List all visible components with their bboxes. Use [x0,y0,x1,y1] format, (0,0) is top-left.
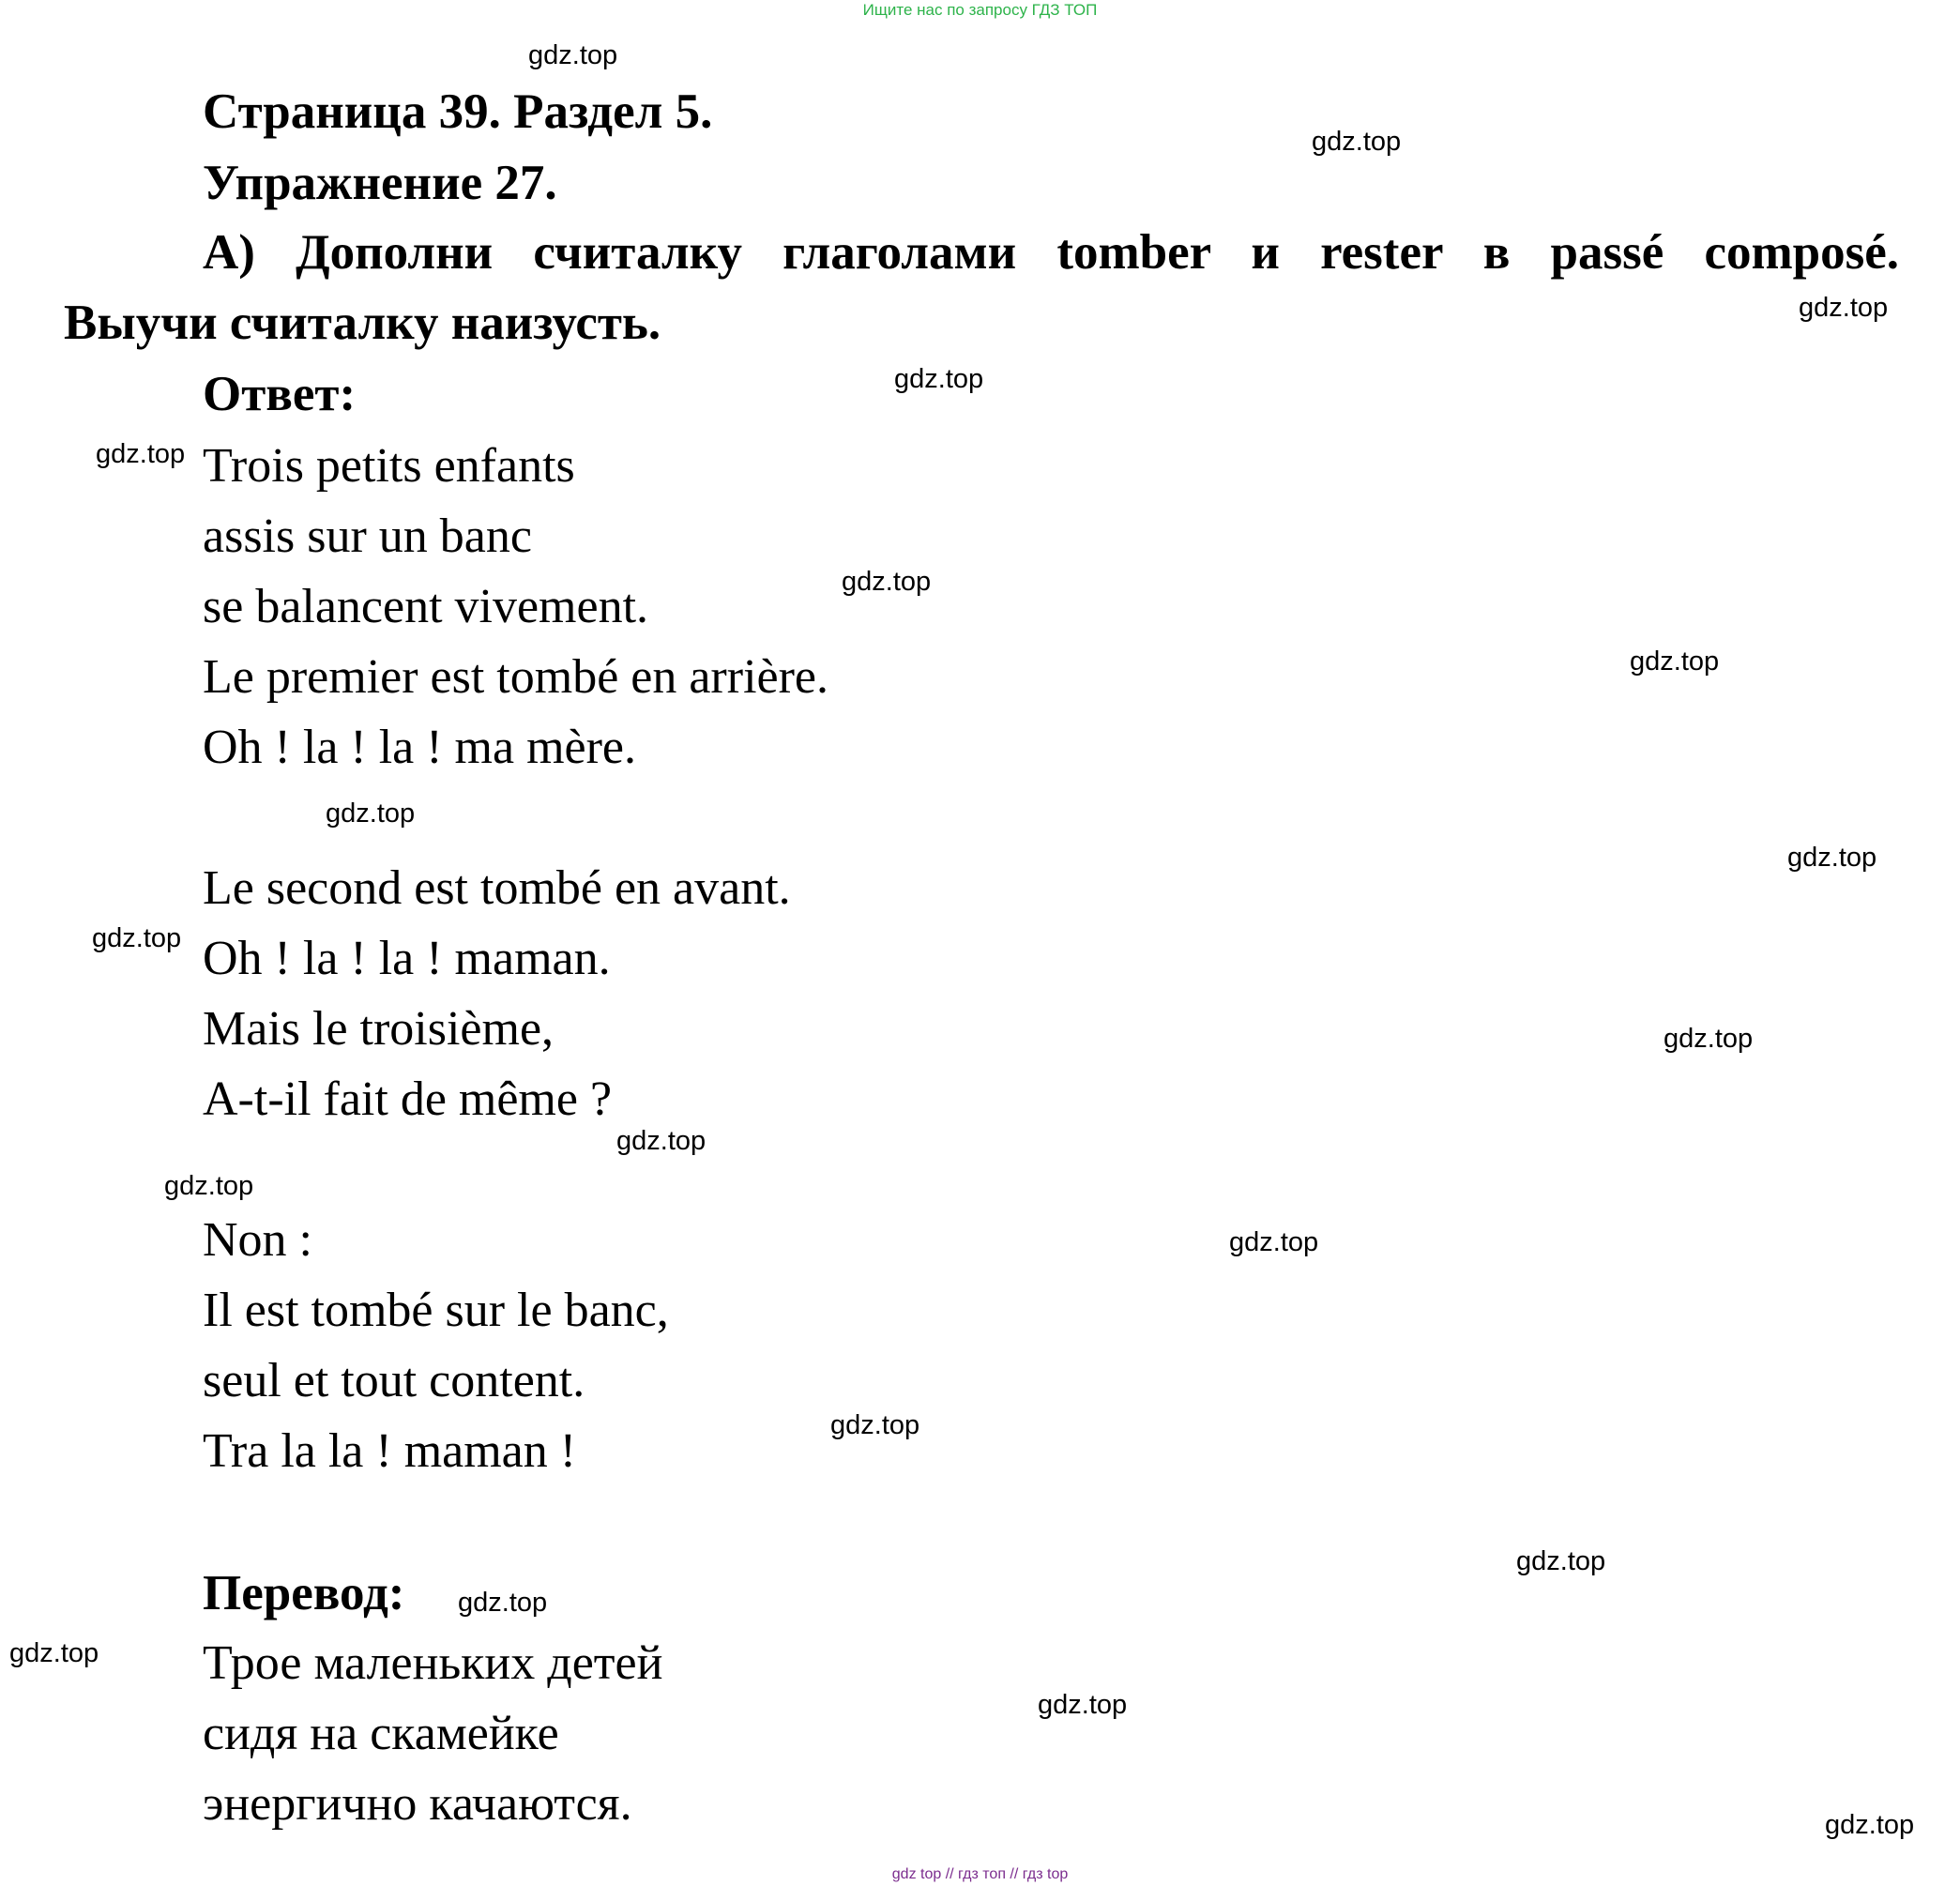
task-instruction-line-2: Выучи считалку наизусть. [64,296,661,350]
watermark: gdz.top [528,40,618,70]
poem-line: Le premier est tombé en arrière. [203,650,828,704]
poem-line: seul et tout content. [203,1354,585,1407]
watermark: gdz.top [1630,646,1720,677]
translation-line: энергично качаются. [203,1777,632,1831]
watermark: gdz.top [458,1588,548,1618]
watermark: gdz.top [1516,1546,1606,1576]
poem-line: A-t-il fait de même ? [203,1072,613,1126]
site-banner[interactable]: Ищите нас по запросу ГДЗ ТОП [862,1,1098,19]
watermark: gdz.top [1038,1690,1128,1720]
watermark: gdz.top [9,1638,99,1668]
translation-label: Перевод: [203,1566,405,1620]
watermark: gdz.top [1229,1227,1319,1257]
poem-line: assis sur un banc [203,510,532,563]
poem-line: se balancent vivement. [203,580,649,633]
watermark: gdz.top [164,1171,254,1201]
watermark: gdz.top [1787,843,1877,873]
site-footer-link[interactable]: gdz top // гдз топ // гдз top [891,1866,1069,1882]
watermark: gdz.top [96,439,186,469]
watermark: gdz.top [1799,293,1889,323]
watermark: gdz.top [842,567,932,597]
watermark: gdz.top [92,923,182,953]
watermark: gdz.top [1664,1024,1754,1054]
poem-line: Trois petits enfants [203,439,575,493]
watermark: gdz.top [326,799,416,829]
poem-line: Tra la la ! maman ! [203,1424,577,1478]
poem-line: Oh ! la ! la ! ma mère. [203,721,637,774]
watermark: gdz.top [894,364,984,394]
task-instruction-line-1: А) Дополни считалку глаголами tomber и rester в passé composé. [203,225,1900,280]
poem-line: Non : [203,1213,312,1267]
watermark: gdz.top [616,1126,707,1156]
translation-line: сидя на скамейке [203,1707,559,1760]
watermark: gdz.top [830,1410,920,1440]
exercise-title: Упражнение 27. [203,156,557,210]
watermark: gdz.top [1825,1810,1915,1840]
poem-line: Il est tombé sur le banc, [203,1284,669,1337]
watermark: gdz.top [1312,127,1402,157]
poem-line: Mais le troisième, [203,1002,555,1056]
translation-line: Трое маленьких детей [203,1636,663,1690]
poem-line: Oh ! la ! la ! maman. [203,932,611,985]
poem-line: Le second est tombé en avant. [203,861,791,915]
answer-label: Ответ: [203,367,357,421]
page-title: Страница 39. Раздел 5. [203,84,713,139]
